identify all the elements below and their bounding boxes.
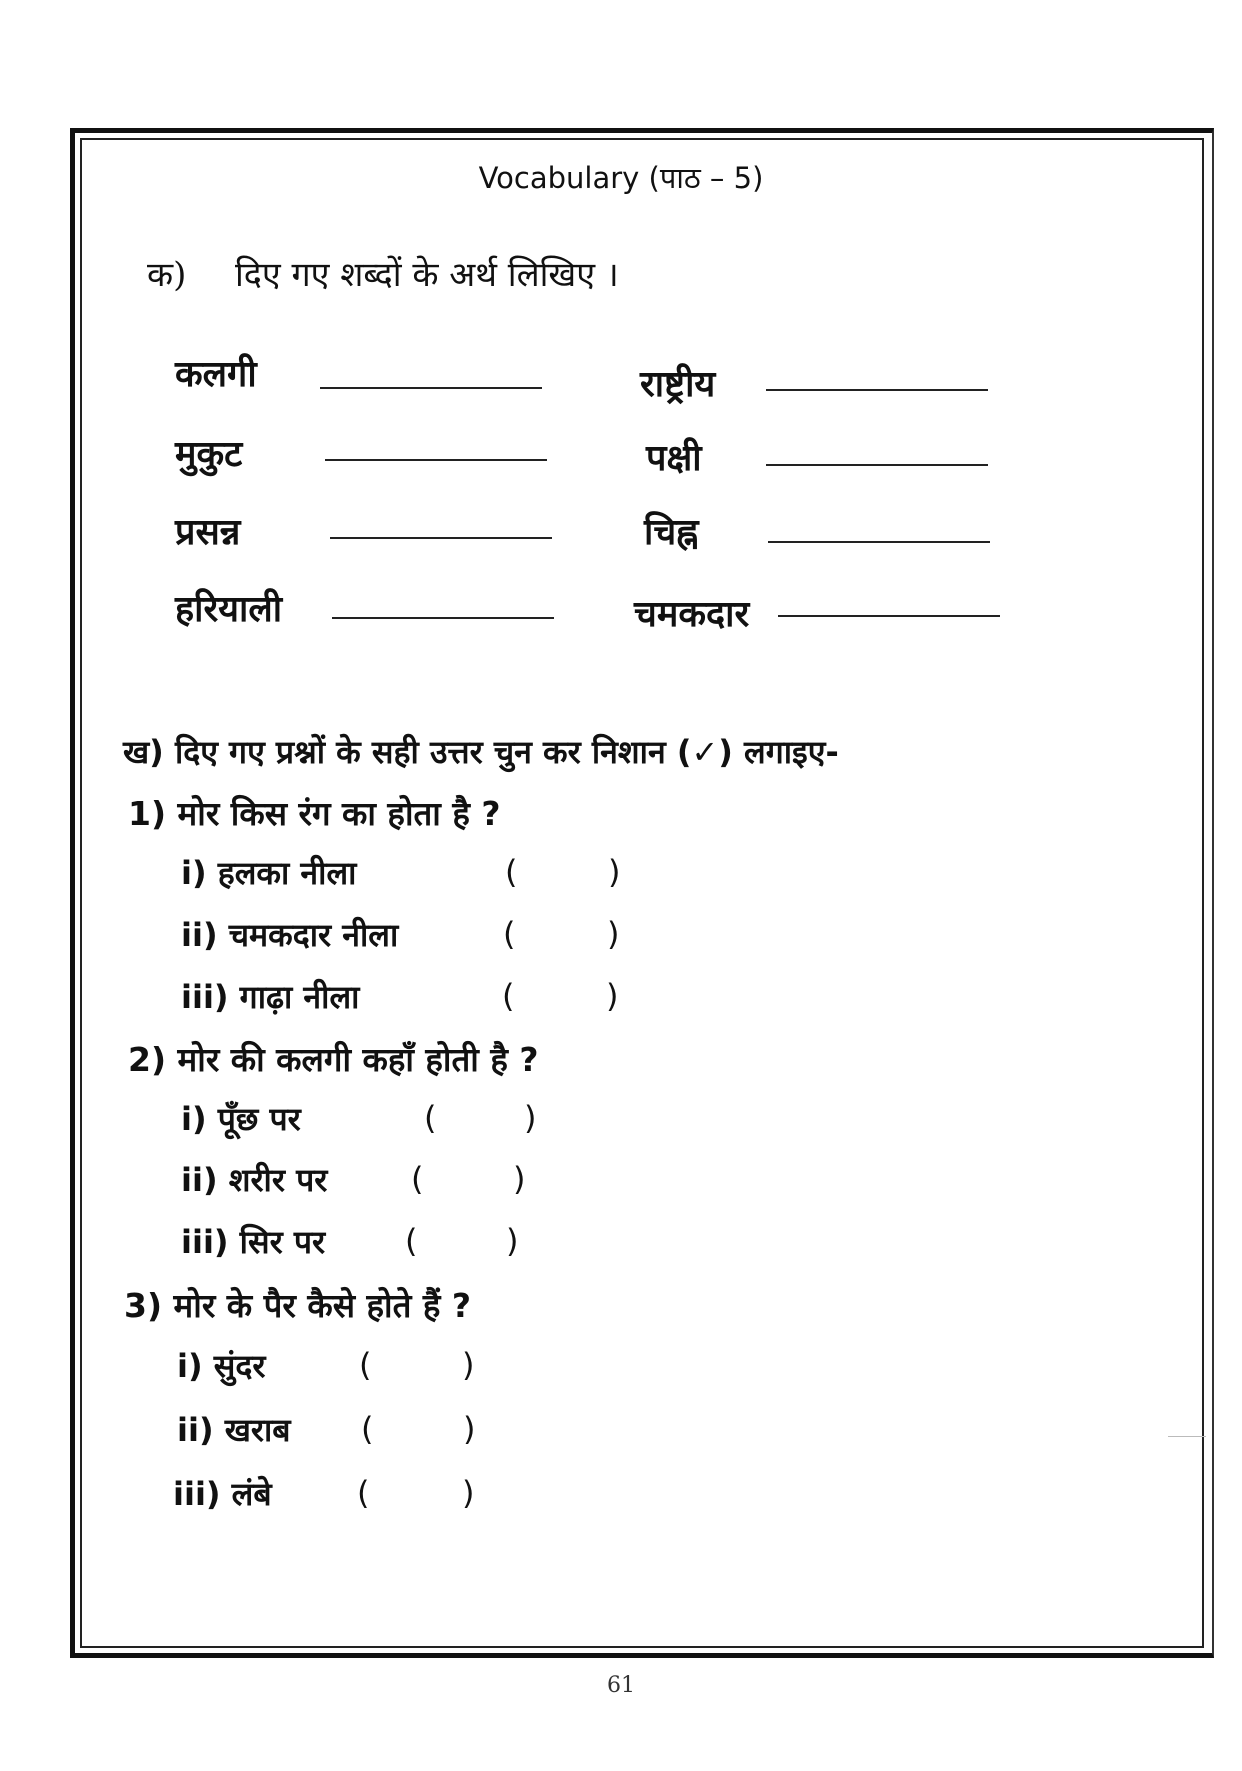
vocab-word: कलगी xyxy=(175,353,257,395)
vocab-word: राष्ट्रीय xyxy=(640,363,716,405)
vocab-word: मुकुट xyxy=(175,433,243,475)
option-label: ii) शरीर पर xyxy=(181,1161,328,1199)
section-a-heading xyxy=(147,250,619,296)
answer-bracket-open[interactable]: ( xyxy=(357,1474,370,1512)
answer-bracket-open[interactable]: ( xyxy=(361,1410,374,1448)
option-label: i) पूँछ पर xyxy=(181,1100,301,1138)
answer-blank[interactable] xyxy=(766,389,988,391)
answer-bracket-close: ) xyxy=(506,1222,519,1260)
answer-bracket-close: ) xyxy=(606,977,619,1015)
answer-bracket-open[interactable]: ( xyxy=(411,1160,424,1198)
vocab-word: प्रसन्न xyxy=(175,511,241,553)
option-label: iii) लंबे xyxy=(173,1475,272,1513)
answer-blank[interactable] xyxy=(330,537,552,539)
option-label: i) हलका नीला xyxy=(181,854,357,892)
section-a-marker: क) xyxy=(147,255,187,295)
vocab-word: हरियाली xyxy=(175,588,283,630)
answer-blank[interactable] xyxy=(778,615,1000,617)
answer-bracket-close: ) xyxy=(524,1099,537,1137)
answer-blank[interactable] xyxy=(325,459,547,461)
answer-blank[interactable] xyxy=(332,617,554,619)
answer-blank[interactable] xyxy=(766,464,988,466)
question-2: 2) मोर की कलगी कहाँ होती है ? xyxy=(128,1040,539,1079)
answer-blank[interactable] xyxy=(768,541,990,543)
worksheet-title: Vocabulary (पाठ – 5) xyxy=(478,161,764,195)
answer-bracket-open[interactable]: ( xyxy=(405,1222,418,1260)
scan-artifact-line xyxy=(1168,1436,1206,1437)
option-label: iii) गाढ़ा नीला xyxy=(181,978,360,1016)
answer-bracket-close: ) xyxy=(462,1474,475,1512)
answer-bracket-open[interactable]: ( xyxy=(503,915,516,953)
option-label: ii) चमकदार नीला xyxy=(181,916,399,954)
vocab-word: चमकदार xyxy=(634,593,750,635)
answer-bracket-open[interactable]: ( xyxy=(505,853,518,891)
question-3: 3) मोर के पैर कैसे होते हैं ? xyxy=(124,1286,472,1325)
option-label: iii) सिर पर xyxy=(181,1223,326,1261)
answer-bracket-open[interactable]: ( xyxy=(359,1346,372,1384)
answer-bracket-close: ) xyxy=(513,1160,526,1198)
question-1: 1) मोर किस रंग का होता है ? xyxy=(128,794,501,833)
section-b-instruction: ख) दिए गए प्रश्नों के सही उत्तर चुन कर निशान (✓) लगाइए- xyxy=(123,733,839,771)
answer-bracket-open[interactable]: ( xyxy=(502,977,515,1015)
answer-bracket-open[interactable]: ( xyxy=(424,1099,437,1137)
answer-bracket-close: ) xyxy=(462,1346,475,1384)
option-label: i) सुंदर xyxy=(177,1347,266,1385)
vocab-word: चिह्न xyxy=(644,511,699,553)
answer-bracket-close: ) xyxy=(608,853,621,891)
answer-blank[interactable] xyxy=(320,387,542,389)
answer-bracket-close: ) xyxy=(607,915,620,953)
page-number: 61 xyxy=(607,1673,635,1698)
answer-bracket-close: ) xyxy=(463,1410,476,1448)
vocab-word: पक्षी xyxy=(646,437,702,479)
option-label: ii) खराब xyxy=(177,1411,291,1449)
section-a-instruction: दिए गए शब्दों के अर्थ लिखिए । xyxy=(235,255,619,295)
